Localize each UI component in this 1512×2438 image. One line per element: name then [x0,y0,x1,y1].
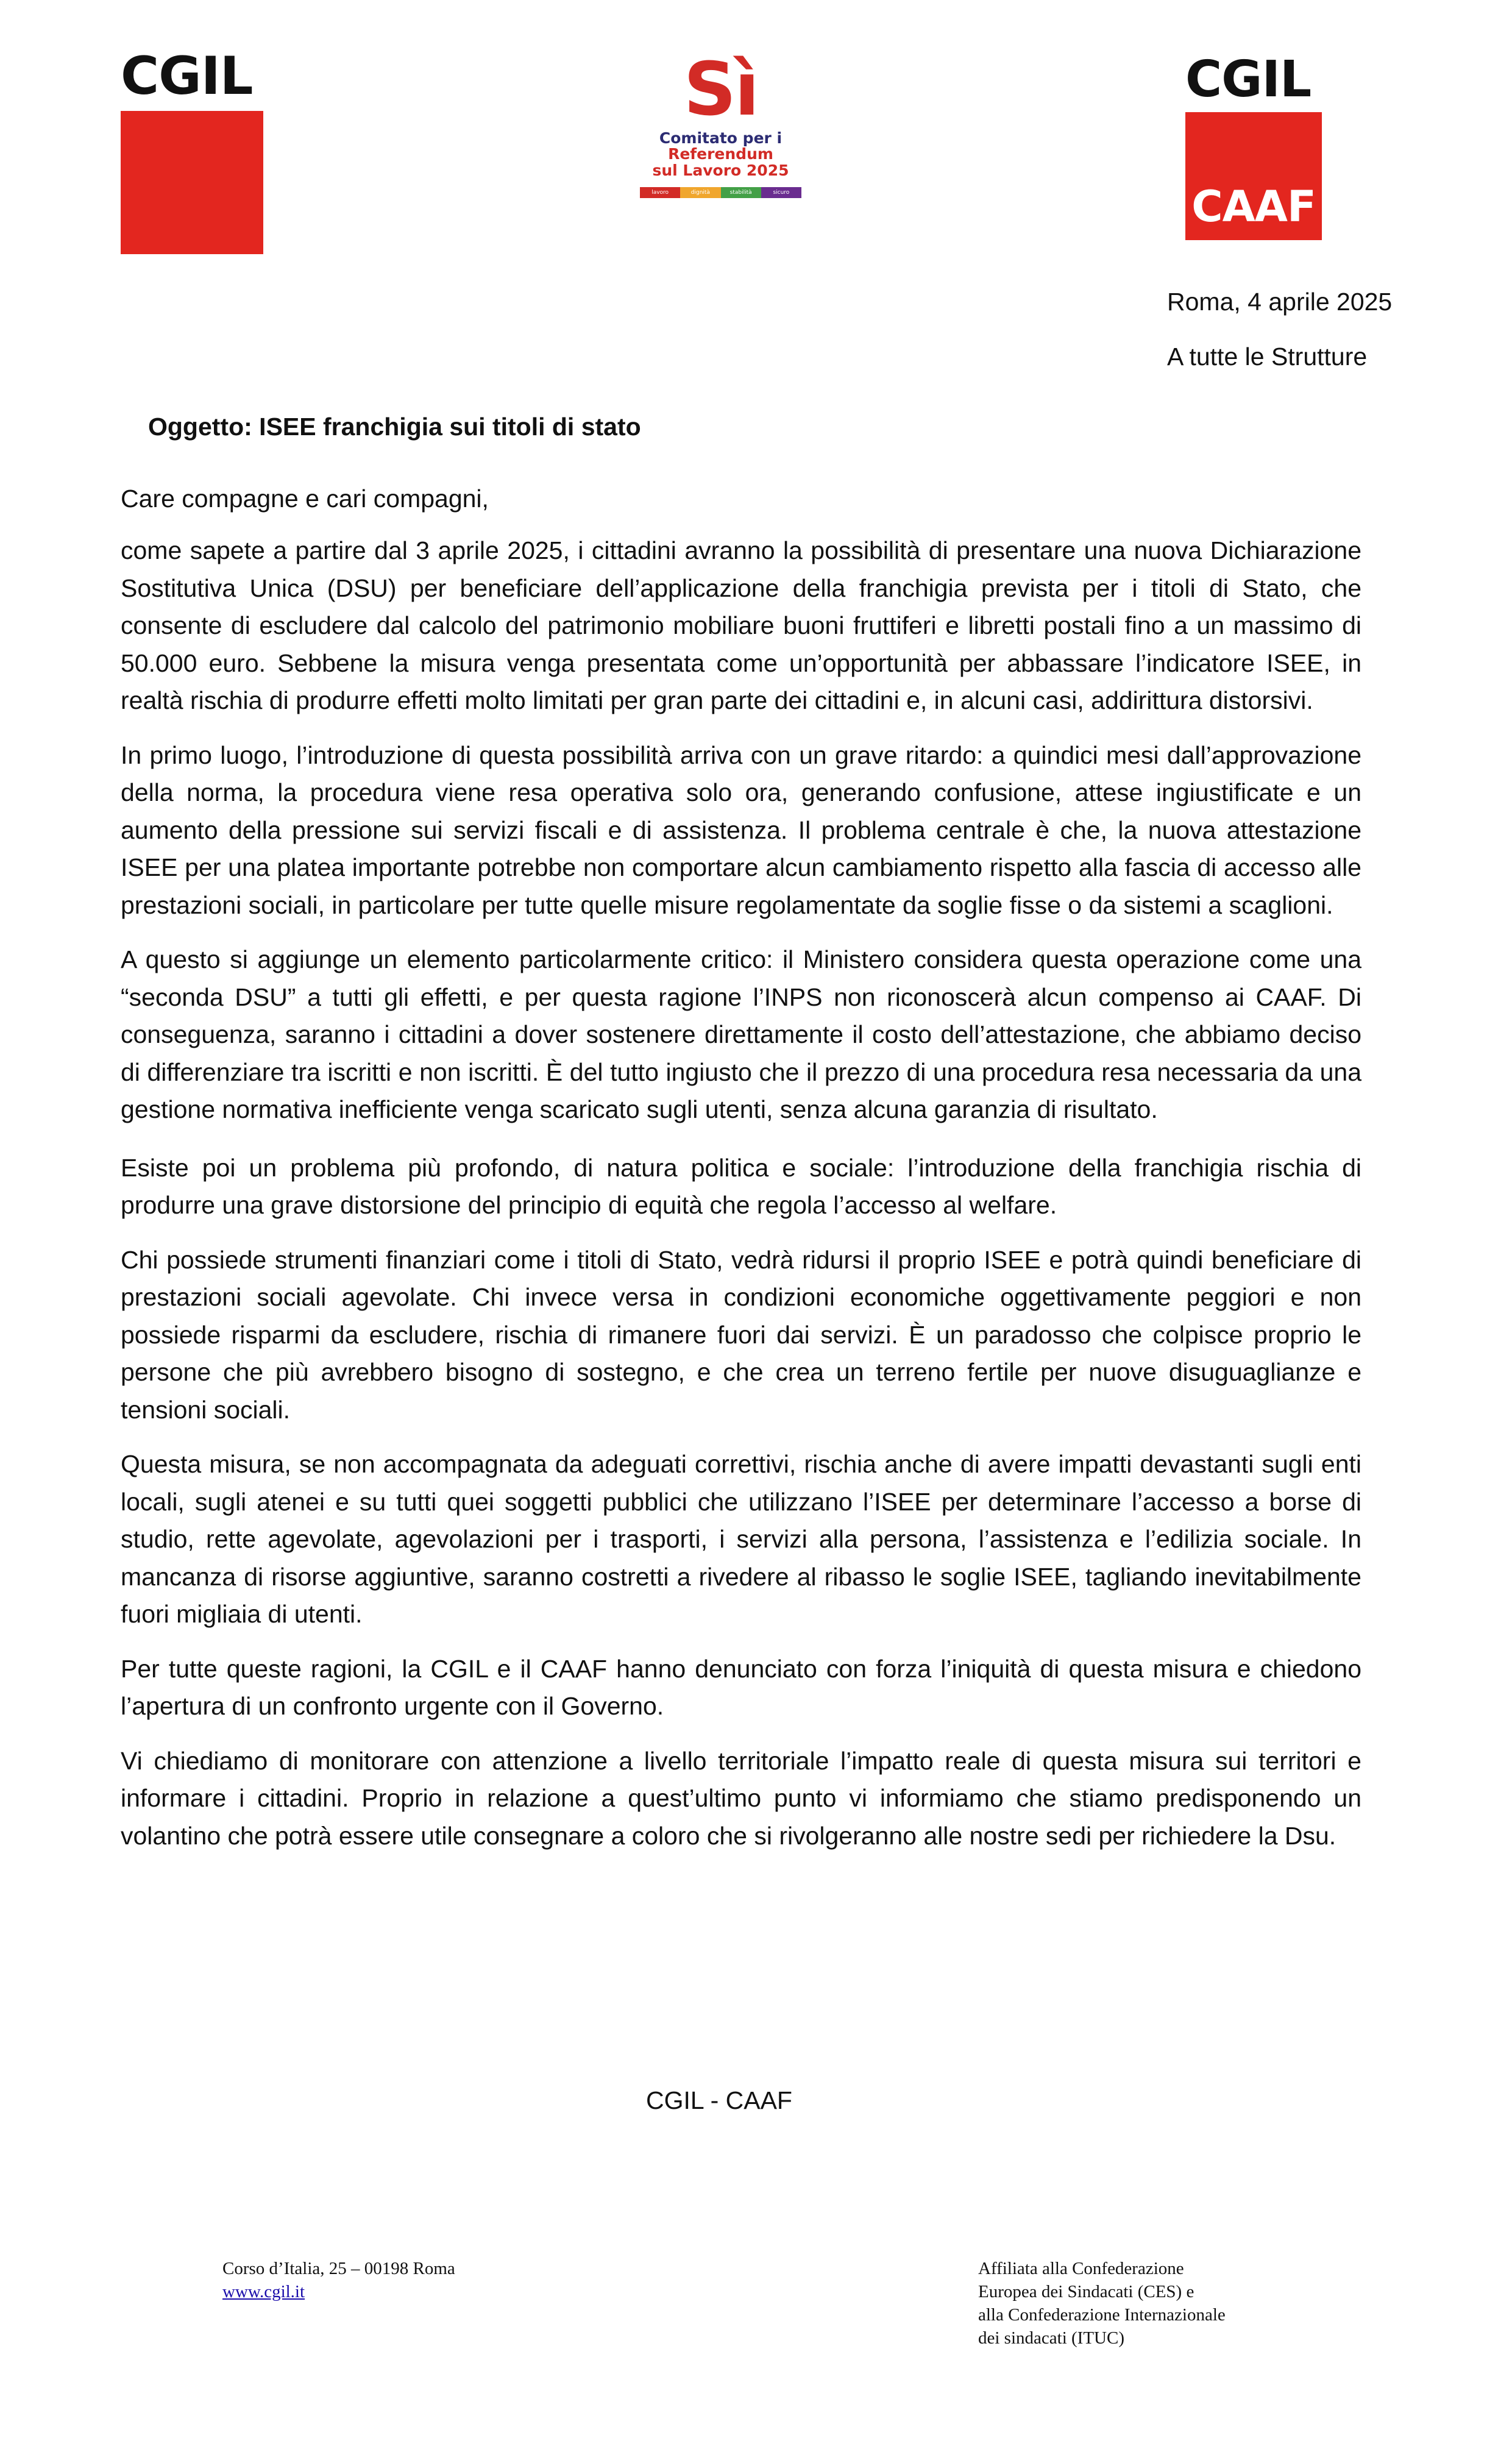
caaf-red-block [1185,112,1322,240]
footer-affiliation [978,2257,1319,2350]
body-paragraph: come sapete a partire dal 3 aprile 2025, i cittadini avranno la possibilità di presentare una nuova Dichiarazione Sostitutiva Unica (DSU) per beneficiare dell’applicazione della franchigia prevista per i titoli di Stato, che consente di escludere dal calcolo del patrimonio mobiliare buoni fruttiferi e libretti postali fino a un massimo di 50.000 euro. Sebbene la misura venga presentata come un’opportunità per abbassare l’indicatore ISEE, in realtà rischia di produrre effetti molto limitati per gran parte dei cittadini e, in alcuni casi, addirittura distorsivi. [121,536,1361,714]
body-paragraph: Questa misura, se non accompagnata da adeguati correttivi, rischia anche di avere impatti devastanti sugli enti locali, sugli atenei e su tutti quei soggetti pubblici che utilizzano l’ISEE per determinare l’accesso a borse di studio, rette agevolate, agevolazioni per i trasporti, i servizi alla persona, l’assistenza e l’edilizia sociale. In mancanza di risorse aggiuntive, saranno costretti a rivedere al ribasso le soglie ISEE, tagliando inevitabilmente fuori migliaia di utenti. [121,1450,1361,1628]
cgil-caaf-logo [1185,51,1323,240]
bar-segment: sicuro [761,187,801,198]
body-paragraph: Chi possiede strumenti finanziari come i titoli di Stato, vedrà ridursi il proprio ISEE e potrà quindi beneficiare di prestazioni sociali agevolate. Chi invece versa in condizioni economiche oggettivamente peggiori e non possiede risparmi da escludere, rischia di rimanere fuori dai servizi. È un paradosso che colpisce proprio le persone che più avrebbero bisogno di sostegno, e che crea un terreno fertile per nuove disuguaglianze e tensioni sociali. [121,1245,1361,1424]
committee-line-2: Referendum [668,145,773,163]
referendum-color-bar [640,187,801,198]
bar-segment: dignità [680,187,720,198]
letter-date: Roma, 4 aprile 2025 [1167,288,1393,316]
body-paragraph: In primo luogo, l’introduzione di questa possibilità arriva con un grave ritardo: a quindici mesi dall’approvazione della norma, la procedura viene resa operativa solo ora, generando confusione, attese ingiustificate e un aumento della pressione sui servizi fiscali e di assistenza. Il problema centrale è che, la nuova attestazione ISEE per una platea importante potrebbe non comportare alcun cambiamento rispetto alla fascia di accesso alle prestazioni sociali, in particolare per tutte quelle misure regolamentate da soglie fisse o da sistemi a scaglioni. [121,741,1361,919]
letter-body [121,532,1361,1872]
body-paragraph: Esiste poi un problema più profondo, di natura politica e sociale: l’introduzione della franchigia rischia di produrre una grave distorsione del principio di equità che regola l’accesso al welfare. [121,1153,1361,1219]
bar-segment: lavoro [640,187,680,198]
affiliation-line: dei sindacati (ITUC) [978,2328,1124,2348]
letter-subject: Oggetto: ISEE franchigia sui titoli di stato [148,413,641,441]
letter-recipient: A tutte le Strutture [1167,343,1368,371]
affiliation-line: Affiliata alla Confederazione [978,2259,1184,2278]
committee-line-3: sul Lavoro 2025 [652,161,789,179]
footer-website-link[interactable]: www.cgil.it [222,2282,305,2301]
bar-segment: stabilità [721,187,761,198]
body-paragraph: Per tutte queste ragioni, la CGIL e il CAAF hanno denunciato con forza l’iniquità di questa misura e chiedono l’apertura di un confronto urgente con il Governo. [121,1654,1361,1720]
caaf-block-text: CAAF [1191,182,1316,232]
body-paragraph: A questo si aggiunge un elemento particolarmente critico: il Ministero considera questa operazione come una “seconda DSU” a tutti gli effetti, e per questa ragione l’INPS non riconoscerà alcun compenso ai CAAF. Di conseguenza, saranno i cittadini a dover sostenere direttamente il costo dell’attestazione, che abbiamo deciso di differenziare tra iscritti e non iscritti. È del tutto ingiusto che il prezzo di una procedura resa necessaria da una gestione normativa inefficiente venga scaricato sugli utenti, senza alcuna garanzia di risultato. [121,945,1361,1123]
affiliation-line: alla Confederazione Internazionale [978,2305,1226,2325]
committee-line-1: Comitato per i [659,129,783,147]
letter-signature: CGIL - CAAF [646,2086,792,2114]
footer-contact [222,2257,455,2303]
letter-salutation: Care compagne e cari compagni, [121,485,489,513]
cgil-wordmark: CGIL [121,46,253,107]
si-mark: Sì [683,48,758,132]
cgil-logo [121,46,264,254]
footer-address: Corso d’Italia, 25 – 00198 Roma [222,2259,455,2278]
body-paragraph: Vi chiediamo di monitorare con attenzione a livello territoriale l’impatto reale di questa misura sui territori e informare i cittadini. Proprio in relazione a quest’ultimo punto vi informiamo che stiamo predisponendo un volantino che potrà essere utile consegnare a coloro che si rivolgeranno alle nostre sedi per richiedere la Dsu. [121,1746,1361,1850]
referendum-logo [640,48,801,198]
affiliation-line: Europea dei Sindacati (CES) e [978,2282,1194,2301]
caaf-cgil-wordmark: CGIL [1185,51,1311,108]
referendum-committee-text [640,130,801,179]
cgil-red-block [121,111,263,254]
